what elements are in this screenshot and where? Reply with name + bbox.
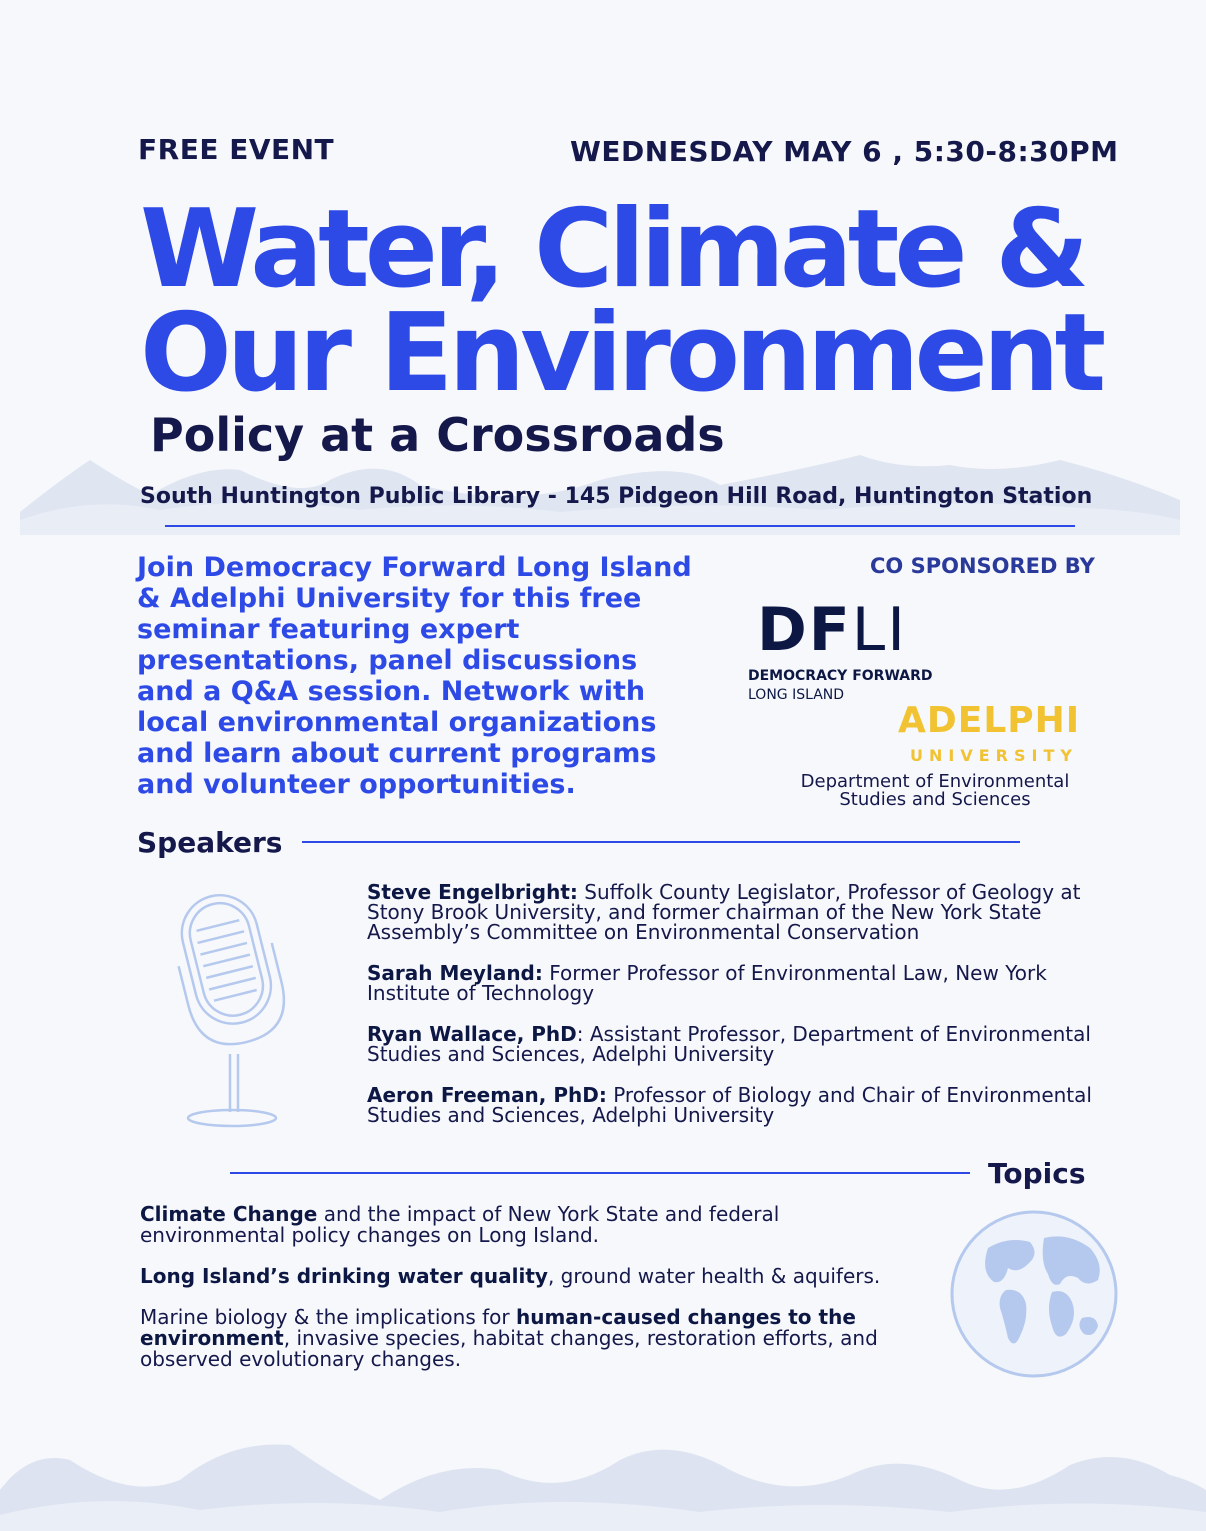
speaker-name: Ryan Wallace, PhD bbox=[367, 1022, 577, 1046]
speaker-desc: Suffolk County Legislator, Professor of Geology at Stony Brook University, and former chairman of the New York State Assembly’s Committee on Environmental Conservation bbox=[367, 880, 1081, 944]
speaker-item bbox=[367, 963, 1097, 1003]
cosponsor-heading: CO SPONSORED BY bbox=[870, 554, 1095, 578]
speakers-heading: Speakers bbox=[137, 826, 283, 859]
speaker-name: Sarah Meyland: bbox=[367, 961, 543, 985]
dfli-logo bbox=[757, 595, 907, 665]
dfli-logo-bold: DF bbox=[757, 595, 852, 665]
dfli-name-line1: DEMOCRACY FORWARD bbox=[748, 668, 933, 684]
topics-heading: Topics bbox=[988, 1157, 1086, 1190]
speaker-item bbox=[367, 882, 1097, 942]
adelphi-department: Department of Environmental Studies and Sciences bbox=[800, 771, 1070, 810]
topic-text: , invasive species, habitat changes, restoration efforts, and observed evolutionary changes. bbox=[140, 1326, 878, 1371]
topic-text: , ground water health & aquifers. bbox=[547, 1264, 881, 1288]
page-title-line1: Water, Climate & bbox=[140, 187, 1085, 312]
speakers-divider bbox=[302, 841, 1020, 843]
page-subtitle: Policy at a Crossroads bbox=[150, 408, 725, 462]
intro-paragraph: Join Democracy Forward Long Island & Adelphi University for this free seminar featuring expert presentations, panel discussions and a Q&A session. Network with local environmental organizations and learn about current programs and volunteer opportunities. bbox=[137, 552, 692, 800]
topic-highlight: Long Island’s drinking water quality bbox=[140, 1264, 548, 1288]
dfli-name-line2: LONG ISLAND bbox=[748, 687, 845, 703]
speaker-desc: Professor of Biology and Chair of Environmental Studies and Sciences, Adelphi University bbox=[367, 1083, 1092, 1127]
topic-text: and the impact of New York State and federal environmental policy changes on Long Island. bbox=[140, 1202, 780, 1247]
topic-text: Marine biology & the implications for bbox=[140, 1305, 516, 1329]
speakers-list bbox=[367, 882, 1097, 1146]
microphone-icon bbox=[160, 884, 300, 1134]
topic-item bbox=[140, 1307, 920, 1370]
topics-list bbox=[140, 1204, 920, 1390]
speaker-item bbox=[367, 1024, 1097, 1064]
globe-icon bbox=[948, 1208, 1120, 1380]
topic-highlight: human-caused changes to the environment bbox=[140, 1305, 856, 1350]
free-event-label: FREE EVENT bbox=[138, 133, 335, 166]
topic-highlight: Climate Change bbox=[140, 1202, 318, 1226]
adelphi-logo-name: ADELPHI bbox=[898, 700, 1081, 741]
wave-decoration bbox=[0, 1420, 1206, 1531]
speaker-desc: Former Professor of Environmental Law, New York Institute of Technology bbox=[367, 961, 1047, 1005]
venue-divider bbox=[165, 525, 1075, 527]
venue-address: South Huntington Public Library - 145 Pidgeon Hill Road, Huntington Station bbox=[140, 484, 1093, 509]
speaker-name: Aeron Freeman, PhD: bbox=[367, 1083, 607, 1107]
event-date-time: WEDNESDAY MAY 6 , 5:30-8:30PM bbox=[570, 135, 1119, 168]
topic-item bbox=[140, 1266, 920, 1287]
page-title-line2: Our Environment bbox=[140, 291, 1102, 416]
topic-item bbox=[140, 1204, 920, 1246]
adelphi-logo-sub: UNIVERSITY bbox=[910, 746, 1078, 765]
speaker-item bbox=[367, 1085, 1097, 1125]
dfli-logo-thin: LI bbox=[851, 595, 907, 665]
topics-divider bbox=[230, 1172, 970, 1174]
speaker-name: Steve Engelbright: bbox=[367, 880, 578, 904]
speaker-desc: : Assistant Professor, Department of Environmental Studies and Sciences, Adelphi University bbox=[367, 1022, 1091, 1066]
